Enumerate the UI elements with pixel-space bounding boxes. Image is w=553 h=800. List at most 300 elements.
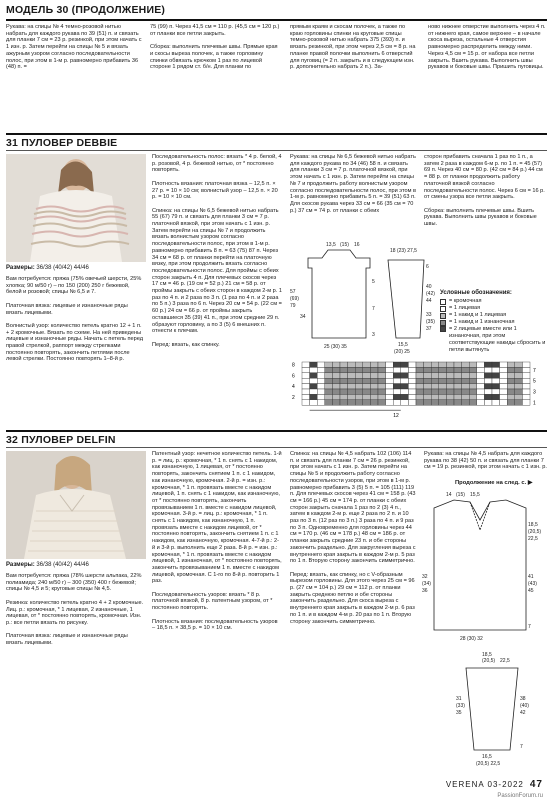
chart-cell (408, 362, 416, 367)
legend-item (440, 326, 548, 354)
chart-cell (416, 373, 424, 378)
chart-cell (446, 384, 454, 389)
chart-cell (302, 384, 310, 389)
schema32-r1: 18,5 (528, 522, 538, 528)
chart-cell (317, 394, 325, 399)
section31-schema-sleeve (386, 238, 438, 358)
section31-rule (6, 133, 547, 135)
chart-cell (386, 362, 394, 367)
chart-cell (454, 394, 462, 399)
schema31-left1: 57 (290, 289, 296, 295)
section30-title: МОДЕЛЬ 30 (ПРОДОЛЖЕНИЕ) (6, 4, 166, 16)
chart-cell (386, 373, 394, 378)
section31-photo (6, 154, 146, 262)
legend-swatch-edge (440, 299, 446, 305)
chart-row-label: 6 (292, 373, 295, 380)
section30-text-col2: 75 (99) п. Через 41,5 см = 110 р. (45,5 см = 120 р.) от планки все петли закрыть. Сборка: выполнить плечевые швы. Прямые края и скосы выреза полочек, а также горловину спинки обвязать крючком 1 раз по лицевой стороне 1 рядом ст. б/н. Для планки по (150, 24, 280, 71)
chart-cell (469, 373, 477, 378)
chart-cell (507, 394, 515, 399)
chart-cell (446, 362, 454, 367)
chart-cell (393, 389, 401, 394)
chart-cell (484, 384, 492, 389)
chart-cell (446, 394, 454, 399)
chart-cell (446, 378, 454, 383)
chart-cell (332, 394, 340, 399)
section31-knit-chart (290, 356, 548, 420)
chart-cell (431, 389, 439, 394)
legend-text: = кромочная (449, 298, 482, 304)
legend-swatch-yo-purl (440, 320, 446, 326)
chart-cell (325, 394, 333, 399)
chart-cell (416, 367, 424, 372)
section32-schema-sleeve (456, 650, 536, 770)
schema32-sleeve-top2: (20,5) (482, 658, 496, 664)
chart-cell (492, 400, 500, 405)
page-footer (446, 779, 543, 790)
section31-sizes (6, 265, 89, 271)
chart-cell (317, 373, 325, 378)
legend-text: = 1 накид и 1 изнаночная (449, 319, 515, 325)
chart-cell (325, 389, 333, 394)
chart-cell (393, 362, 401, 367)
chart-cell (348, 373, 356, 378)
chart-cell (302, 362, 310, 367)
chart-cell (446, 389, 454, 394)
chart-cell (515, 373, 523, 378)
chart-cell (386, 400, 394, 405)
chart-cell (462, 367, 470, 372)
chart-cell (363, 362, 371, 367)
chart-cell (515, 394, 523, 399)
chart-cell (416, 400, 424, 405)
schema32-r2: (20,5) (528, 529, 542, 535)
chart-cell (469, 378, 477, 383)
chart-cell (408, 373, 416, 378)
chart-cell (507, 389, 515, 394)
sizes-value: 36/38 (40/42) 44/46 (36, 265, 89, 271)
chart-cell (310, 362, 318, 367)
legend-item (440, 305, 548, 312)
chart-cell (515, 378, 523, 383)
schema32-b2: 7 (528, 624, 531, 630)
chart-cell (484, 367, 492, 372)
chart-cell (492, 384, 500, 389)
legend-text: = 1 лицевая (449, 305, 481, 311)
section30-text-col3: прямым краям и скосам полочек, а также по краю горловины спинки на круговые спицы темно-розовой нитью набрать 375 (393) п. и вязать резинкой, при этом через 2,5 см = 8 р. на планке правой полочки выполнить 6 отверстий для пуговиц (= 2 п. закрыть и в следующем изн. р. дополнительно набрать 2 п.). За- (290, 24, 418, 71)
chart-cell (386, 378, 394, 383)
chart-cell (446, 367, 454, 372)
chart-cell (355, 394, 363, 399)
chart-cell (431, 373, 439, 378)
chart-cell (401, 400, 409, 405)
chart-cell (500, 378, 508, 383)
legend-swatch-yo-knit (440, 313, 446, 319)
chart-cell (355, 378, 363, 383)
chart-cell (401, 367, 409, 372)
chart-cell (325, 378, 333, 383)
chart-cell (302, 400, 310, 405)
schema32-sleeve-r2: (40) (520, 703, 529, 709)
chart-cell (507, 378, 515, 383)
page-number: 47 (529, 779, 543, 790)
chart-cell (492, 378, 500, 383)
chart-cell (325, 373, 333, 378)
chart-row-label: 8 (292, 362, 295, 369)
chart-cell (370, 378, 378, 383)
chart-cell (500, 373, 508, 378)
chart-cell (325, 384, 333, 389)
chart-cell (522, 362, 530, 367)
schema31-r2: 7 (372, 306, 375, 312)
schema32-t2: (15) (456, 492, 465, 498)
chart-cell (522, 373, 530, 378)
chart-cell (484, 378, 492, 383)
chart-cell (484, 362, 492, 367)
schema32-sleeve-left2: (33) (456, 703, 465, 709)
chart-cell (500, 389, 508, 394)
section31-thin-rule (6, 150, 547, 151)
chart-cell (370, 384, 378, 389)
chart-cell (454, 367, 462, 372)
chart-cell (310, 378, 318, 383)
chart-cell (477, 378, 485, 383)
chart-cell (431, 378, 439, 383)
chart-cell (378, 384, 386, 389)
legend-title: Условные обозначения: (440, 290, 512, 296)
chart-cell (363, 400, 371, 405)
chart-cell (439, 362, 447, 367)
chart-cell (302, 394, 310, 399)
chart-cell (431, 384, 439, 389)
chart-cell (378, 400, 386, 405)
chart-cell (469, 400, 477, 405)
chart-cell (462, 389, 470, 394)
schema31-top3: 16 (354, 242, 360, 248)
chart-cell (393, 373, 401, 378)
chart-cell (348, 394, 356, 399)
schema32-sleeve-bottom: 16,5 (482, 754, 492, 760)
schema32-sleeve-r1: 38 (520, 696, 526, 702)
chart-cell (378, 373, 386, 378)
schema32-sleeve-b2: 7 (520, 744, 523, 750)
chart-cell (408, 367, 416, 372)
chart-row-label: 7 (533, 367, 536, 374)
chart-cell (370, 394, 378, 399)
chart-cell (500, 362, 508, 367)
chart-cell (302, 367, 310, 372)
chart-cell (370, 373, 378, 378)
chart-cell (492, 394, 500, 399)
chart-cell (340, 384, 348, 389)
section32-text-colC: Спинка: на спицы № 4,5 набрать 102 (106) 114 п. и связать для планки 7 см = 26 р. резинкой, при этом начать с 1 изн. р. Затем перейти на спицы № 5 и продолжить работу согласно последовательности узоров, при этом в 1-м р. равномерно прибавить 3 (5) 5 п. = 105 (111) 119 п. Для плечевых скосов через 41 см = 158 р. (43 см = 166 р.) 45 см = 174 р. от планки с обеих сторон закрыть сначала 1 раз по 2 (3) 4 п., затем в каждом 2-м р. еще 2 раза по 2 п. и 10 раз по 3 п. (12 раз по 3 п.) 3 раза по 4 п. и 9 раз по 3 п. Одновременно для горловины через 44 см = 170 р. (46 см = 178 р.) 48 см = 186 р. от планки закрыть средние 23 п. и обе стороны закончить раздельно. Для закругления выреза с внутреннего края закрыть в каждом 2-м р. 5 раз по 1 п. Вторую сторону закончить симметрично. Перед: вязать, как спинку, но с V-образным вырезом горловины. Для этого через 25 см = 96 р. (27 см = 104 р.) 29 см = 112 р. от планки закрыть среднюю петлю и обе стороны закончить раздельно. Для скоса выреза с внутреннего края закрыть в каждом 2-м р. 6 раз по 1 п. и в каждом 4-м р. 20 раз по 1 п. Вторую сторону закончить симметрично. (290, 451, 416, 625)
chart-cell (439, 378, 447, 383)
legend-swatch-knit (440, 306, 446, 312)
chart-cell (332, 362, 340, 367)
schema31-sleeve-top: 18 (23) 27,5 (390, 248, 417, 254)
schema31-sleeve-bottom2: (20) 25 (394, 349, 410, 355)
chart-cell (401, 362, 409, 367)
legend-text: = 2 лицевые вместе или 1 изнаночная, при этом соответствующие накиды сбросить и петли вытянуть (449, 326, 546, 353)
chart-cell (454, 384, 462, 389)
chart-cell (370, 389, 378, 394)
chart-cell (424, 362, 432, 367)
schema32-r4: 41 (528, 574, 534, 580)
legend-item (440, 319, 548, 326)
chart-cell (378, 378, 386, 383)
chart-cell (401, 373, 409, 378)
chart-cell (439, 373, 447, 378)
chart-cell (370, 362, 378, 367)
chart-cell (416, 378, 424, 383)
chart-cell (408, 384, 416, 389)
chart-cell (507, 384, 515, 389)
chart-cell (310, 384, 318, 389)
chart-repeat-label: 12 (393, 413, 399, 420)
chart-cell (477, 389, 485, 394)
chart-cell (477, 384, 485, 389)
sizes-label: Размеры: (6, 562, 35, 568)
schema31-sleeve-r2: 40 (426, 284, 432, 290)
chart-cell (408, 394, 416, 399)
chart-cell (469, 384, 477, 389)
chart-cell (469, 367, 477, 372)
chart-cell (416, 384, 424, 389)
chart-cell (500, 384, 508, 389)
chart-cell (355, 384, 363, 389)
chart-cell (340, 373, 348, 378)
chart-cell (424, 394, 432, 399)
chart-row-label: 5 (533, 378, 536, 385)
chart-cell (393, 400, 401, 405)
chart-cell (424, 400, 432, 405)
chart-cell (492, 367, 500, 372)
chart-cell (500, 367, 508, 372)
legend-item (440, 298, 548, 305)
chart-cell (340, 367, 348, 372)
chart-cell (522, 389, 530, 394)
chart-cell (325, 362, 333, 367)
chart-cell (515, 389, 523, 394)
section32-photo (6, 451, 146, 559)
schema31-sleeve-r6: (35) (426, 319, 435, 325)
chart-cell (408, 378, 416, 383)
schema31-sleeve-r5: 33 (426, 312, 432, 318)
chart-cell (310, 367, 318, 372)
chart-cell (477, 367, 485, 372)
schema32-left2: (34) (422, 581, 431, 587)
chart-cell (454, 389, 462, 394)
chart-cell (378, 362, 386, 367)
chart-cell (325, 400, 333, 405)
chart-cell (500, 400, 508, 405)
chart-cell (317, 378, 325, 383)
chart-cell (401, 389, 409, 394)
chart-cell (317, 400, 325, 405)
schema31-r3: 3 (372, 332, 375, 338)
chart-cell (332, 373, 340, 378)
legend-swatch-k2tog (440, 326, 446, 332)
section30-text-col4: ново нижнее отверстие выполнить через 4 п. от нижнего края, самое верхнее – в начале скоса выреза, остальные 4 отверстия равномерно распределить между ними. Через 4,5 см = 15 р. от набора все петли закрыть. Вшить рукава. Выполнить швы рукавов и боковые швы. Пришить пуговицы. (428, 24, 547, 71)
chart-cell (515, 400, 523, 405)
chart-cell (469, 362, 477, 367)
chart-cell (332, 384, 340, 389)
chart-cell (348, 378, 356, 383)
schema32-r5: (43) (528, 581, 537, 587)
chart-cell (492, 362, 500, 367)
chart-cell (439, 367, 447, 372)
chart-cell (515, 362, 523, 367)
chart-cell (363, 394, 371, 399)
chart-cell (439, 400, 447, 405)
chart-cell (431, 367, 439, 372)
chart-cell (484, 373, 492, 378)
chart-cell (416, 394, 424, 399)
chart-cell (416, 389, 424, 394)
chart-row-label: 1 (533, 400, 536, 407)
schema32-r6: 45 (528, 588, 534, 594)
chart-cell (522, 400, 530, 405)
section30-text-col1: Рукава: на спицы № 4 темно-розовой нитью набрать для каждого рукава по 39 (51) п. и связать для планки 7 см = 23 р. резинкой, при этом начать с 1 изн. р. Затем перейти на спицы № 5 и вязать ажурным узором согласно последовательности полос, при этом в 1-м р. равномерно прибавить 36 (48) п. = (6, 24, 144, 71)
section30-rule (6, 19, 547, 21)
section32-schema-body (420, 490, 550, 650)
chart-cell (484, 389, 492, 394)
schema31-bottom: 25 (30) 35 (324, 344, 347, 350)
chart-cell (378, 394, 386, 399)
chart-cell (522, 378, 530, 383)
chart-cell (363, 378, 371, 383)
chart-cell (522, 394, 530, 399)
chart-cell (355, 362, 363, 367)
schema32-sleeve-top3: 22,5 (500, 658, 510, 664)
schema32-left3: 36 (422, 588, 428, 594)
chart-cell (401, 384, 409, 389)
chart-cell (477, 400, 485, 405)
schema31-sleeve-r3: (42) (426, 291, 435, 297)
chart-cell (446, 373, 454, 378)
chart-cell (462, 373, 470, 378)
chart-cell (431, 362, 439, 367)
section32-rule (6, 430, 547, 432)
chart-cell (348, 400, 356, 405)
chart-cell (462, 384, 470, 389)
schema31-top: 13,5 (326, 242, 336, 248)
section31-text-colD: сторон прибавить сначала 1 раз по 1 п., а затем 2 раза в каждом 6-м р. по 1 п. = 45 (57) 69 п. Через 40 см = 80 р. (42 см = 84 р.) 44 см = 88 р. от планки продолжить работу платочной вязкой согласно последовательности полос. Через 6 см = 16 р. от смены узора все петли закрыть. Сборка: выполнить плечевые швы. Вшить рукава. Выполнить швы рукавов и боковые швы. (424, 154, 545, 228)
chart-cell (310, 389, 318, 394)
schema31-sleeve-r4: 44 (426, 298, 432, 304)
chart-cell (507, 362, 515, 367)
section31-text-colB: Последовательность полос: вязать * 4 р. белой, 4 р. розовой, 4 р. бежевой нитью, от * постоянно повторять. Плотность вязания: платочная вязка – 12,5 п. × 27 р. = 10 × 10 см; волнистый узор – 12,5 п. × 20 р. = 10 × 10 см. Спинка: на спицы № 6,5 бежевой нитью набрать 55 (67) 79 п. и связать для планки 3 см = 7 р. платочной вязкой, при этом начать с 1 изн. р. Затем перейти на спицы № 7 и продолжить вязать волнистым узором согласно последовательности полос, при этом в 1-м р. равномерно прибавить 8 п. = 63 (75) 87 п. Через 34 см = 68 р. от планки перейти на платочную вязку, при этом продолжить вязать согласно последовательности полос. Для проймы с обеих сторон закрыть 4 п. Для плечевых скосов через 17 см = 46 р. (19 см = 52 р.) 21 см = 58 р. от проймы закрыть с обеих сторон в каждом 2-м р. 1 раз по 4 п. и 2 раза по 3 п. (1 раз по 4 п. и 2 раза по 5 п.) 3 раза по 6 п. Через 20 см = 54 р. (22 см = 60 р.) 24 см = 66 р. от проймы закрыть оставшиеся 35 (39) 41 п., при этом средние 29 п. образуют горловину, а по 3 (5) 6 внешних п. отнести к плечам. Перед: вязать, как спинку. (152, 154, 282, 348)
chart-cell (393, 367, 401, 372)
chart-cell (348, 362, 356, 367)
section31-legend (440, 290, 548, 354)
chart-cell (454, 378, 462, 383)
chart-cell (355, 389, 363, 394)
continued-note: Продолжение на след. с. ▶ (455, 480, 533, 486)
chart-cell (424, 373, 432, 378)
section32-text-colB: Патентный узор: нечетное количество петель. 1-й р. = лиц. р.: кромочная, * 1 п. снять с 1 накидом, как изнаночную, 1 лицевая, от * постоянно повторять, закончить снятием 1 п. с 1 накидом, как изнаночную, кромочная. 2-й р. = изн. р.: кромочная, * 1 п. провязать вместе с накидом лицевой, 1 п. снять с 1 накидом, как изнаночную, от * постоянно повторять, закончить провязыванием 1 п. вместе с накидом лицевой, кромочная. 3-й р. = лиц. р.: кромочная, * 1 п. снять с 1 накидом, как изнаночную, 1 п. провязать вместе с накидом лицевой, от * постоянно повторять, закончить снятием 1 п. с 1 накидом, как изнаночную, кромочная. 4-7-й р.: 2-й и 3-й р. выполнить еще 2 раза. 8-й р. = изн. р.: кромочная, * 1 п. провязать вместе с накидом лицевой, 1 изнаночная, от * постоянно повторять, закончить провязыванием 1 п. вместе с накидом лицевой, кромочная. С 1-го по 8-й р. повторить 1 раз. Последовательность узоров: вязать * 8 р. платочной вязкой, 8 р. патентным узором, от * постоянно повторять. Плотность вязания: последовательность узоров – 18,5 п. × 38,5 р. = 10 × 10 см. (152, 451, 282, 632)
chart-cell (370, 400, 378, 405)
chart-cell (317, 367, 325, 372)
chart-cell (340, 394, 348, 399)
chart-cell (363, 384, 371, 389)
chart-cell (477, 394, 485, 399)
chart-cell (355, 367, 363, 372)
chart-cell (424, 367, 432, 372)
chart-cell (424, 378, 432, 383)
chart-cell (302, 373, 310, 378)
chart-cell (507, 367, 515, 372)
section32-sizes (6, 562, 89, 568)
chart-cell (370, 367, 378, 372)
schema31-r1: 5 (372, 279, 375, 285)
schema32-r3: 22,5 (528, 536, 538, 542)
chart-cell (378, 389, 386, 394)
chart-cell (507, 400, 515, 405)
chart-cell (317, 362, 325, 367)
chart-cell (454, 400, 462, 405)
legend-item (440, 312, 548, 319)
section31-text-colC: Рукава: на спицы № 6,5 бежевой нитью набрать для каждого рукава по 34 (46) 58 п. и связать для планки 3 см = 7 р. платочной вязкой, при этом начать с 1 изн. р. Затем перейти на спицы № 7 и продолжить работу волнистым узором согласно последовательности полос, при этом в 1-м р. равномерно прибавить 5 п. = 39 (51) 63 п. Для скосов рукава через 33 см = 66 (35 см = 70 р.) 37 см = 74 р. от планки с обеих (290, 154, 418, 214)
chart-cell (446, 400, 454, 405)
chart-row-label: 4 (292, 384, 295, 391)
schema31-sleeve-r7: 37 (426, 326, 432, 332)
chart-cell (408, 400, 416, 405)
chart-cell (393, 394, 401, 399)
chart-row-label: 3 (533, 389, 536, 396)
legend-text: = 1 накид и 1 лицевая (449, 312, 507, 318)
chart-cell (340, 362, 348, 367)
chart-cell (340, 378, 348, 383)
chart-cell (454, 373, 462, 378)
section32-title: 32 ПУЛОВЕР DELFIN (6, 434, 116, 446)
chart-cell (522, 384, 530, 389)
chart-cell (386, 389, 394, 394)
schema32-sleeve-top: 18,5 (482, 652, 492, 658)
sizes-value: 36/38 (40/42) 44/46 (36, 562, 89, 568)
chart-cell (469, 389, 477, 394)
schema31-left3: 79 (290, 303, 296, 309)
section32-text-colD: Рукава: на спицы № 4,5 набрать для каждого рукава по 38 (42) 50 п. и связать для планки 7 см = 19 р. резинкой, при этом начать с 1 изн. р. (424, 451, 547, 471)
chart-cell (424, 384, 432, 389)
chart-cell (348, 367, 356, 372)
schema31-sleeve-bottom: 15,5 (398, 342, 408, 348)
chart-cell (462, 378, 470, 383)
chart-cell (393, 384, 401, 389)
chart-cell (378, 367, 386, 372)
chart-cell (355, 400, 363, 405)
chart-cell (515, 384, 523, 389)
chart-cell (302, 378, 310, 383)
chart-cell (439, 389, 447, 394)
section31-text-colA: Вам потребуется: пряжа (75% овечьей шерсти, 25% хлопка; 90 м/50 г) – по 150 (200) 250 г бежевой, белой и розовой; спицы № 6,5 и 7. Платочная вязка: лицевые и изнаночные ряды вязать лицевыми. Волнистый узор: количество петель кратно 12 + 1 п. + 2 кромочные. Вязать по схеме. На ней приведены лицевые и изнаночные ряды. Начать с петель перед правой стрелкой, раппорт между стрелками постоянно повторять, закончить петлями после левой стрелки. Постоянно повторять 1–8-й р. (6, 276, 144, 363)
chart-cell (522, 367, 530, 372)
chart-cell (492, 389, 500, 394)
chart-cell (462, 394, 470, 399)
chart-cell (363, 373, 371, 378)
chart-cell (317, 384, 325, 389)
schema31-left4: 34 (300, 314, 306, 320)
chart-cell (408, 389, 416, 394)
schema32-left1: 32 (422, 574, 428, 580)
chart-cell (340, 389, 348, 394)
chart-cell (484, 394, 492, 399)
chart-cell (477, 373, 485, 378)
chart-cell (348, 384, 356, 389)
chart-cell (332, 378, 340, 383)
chart-cell (500, 394, 508, 399)
chart-cell (477, 362, 485, 367)
chart-cell (386, 367, 394, 372)
